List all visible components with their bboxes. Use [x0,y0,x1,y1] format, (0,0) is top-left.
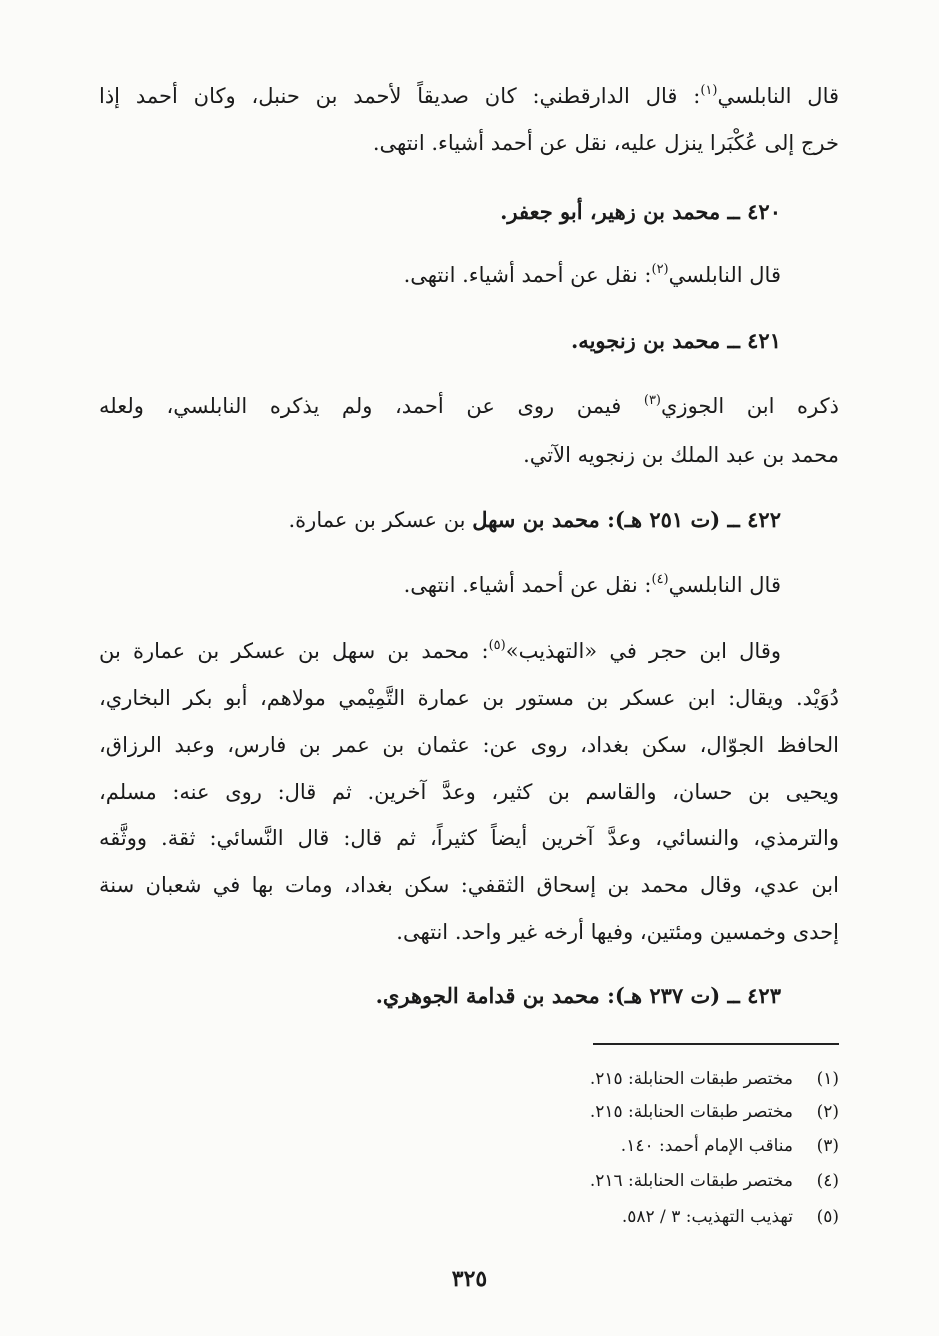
footnote-1 [339,1066,839,1092]
entry-heading-420: ٤٢٠ ــ محمد بن زهير، أبو جعفر. [500,199,781,224]
footnote-ref[interactable]: (٢) [651,262,669,277]
text-line: خرج إلى عُكْبَرا ينزل عليه، نقل عن أحمد أشياء. انتهى. [372,131,839,155]
footnote-text: تهذيب التهذيب: ٣ / ٥٨٢. [621,1207,793,1227]
text-span: : نقل عن أحمد أشياء. انتهى. [403,573,652,597]
entry-name: محمد بن سهل [472,507,600,532]
text-span: قال النابلسي [668,573,781,597]
entry-number: ٤٢٢ ــ (ت ٢٥١ هـ): [599,507,781,532]
text-span: وقال ابن حجر في «التهذيب» [505,639,781,663]
footnote-ref[interactable]: (١) [700,83,718,98]
entry-heading-421: ٤٢١ ــ محمد بن زنجويه. [571,328,781,353]
footnote-ref[interactable]: (٤) [651,572,669,587]
footnote-number: (٣) [816,1136,839,1156]
entry-name-rest: بن عسكر بن عمارة. [288,508,473,532]
footnote-text: مناقب الإمام أحمد: ١٤٠. [620,1136,793,1156]
footnote-ref[interactable]: (٥) [488,638,506,653]
text-span: قال النابلسي [717,84,839,108]
text-line: إحدى وخمسين ومئتين، وفيها أرخه غير واحد. انتهى. [396,920,839,944]
text-line [99,81,839,111]
text-line [99,391,839,421]
text-line [99,636,781,666]
text-span: : محمد بن سهل بن عسكر بن عمارة بن [99,639,489,663]
page-number: ٣٢٥ [451,1266,488,1292]
entry-heading-423 [99,981,781,1011]
text-line [99,570,781,600]
footnote-number: (١) [816,1069,839,1089]
entry-name: محمد بن قدامة الجوهري. [375,983,600,1008]
footnote-text: مختصر طبقات الحنابلة: ٢١٦. [589,1171,793,1191]
footnote-divider [593,1043,839,1045]
text-line: الحافظ الجوّال، سكن بغداد، روى عن: عثمان بن عمر بن فارس، وعبد الرزاق، [99,733,839,757]
text-span: ذكره ابن الجوزي [661,394,839,418]
footnote-4 [339,1168,839,1194]
text-line: والترمذي، والنسائي، وعدَّ آخرين أيضاً كثيراً، ثم قال: قال النَّسائي: ثقة. ووثَّقه [99,826,839,850]
text-span: : نقل عن أحمد أشياء. انتهى. [403,263,652,287]
text-span: قال النابلسي [668,263,781,287]
text-line: محمد بن عبد الملك بن زنجويه الآتي. [523,443,839,467]
text-span: فيمن روى عن أحمد، ولم يذكره النابلسي، ولعله [99,394,644,418]
entry-heading-422 [99,505,781,535]
footnote-number: (٢) [816,1102,839,1122]
text-line [99,260,781,290]
entry-number: ٤٢٣ ــ (ت ٢٣٧ هـ): [599,983,781,1008]
footnote-3 [339,1133,839,1159]
text-span: : قال الدارقطني: كان صديقاً لأحمد بن حنبل، وكان أحمد إذا [99,84,701,108]
text-line: ابن عدي، وقال محمد بن إسحاق الثقفي: سكن بغداد، ومات بها في شعبان سنة [99,873,839,897]
footnote-2 [339,1099,839,1125]
footnote-ref[interactable]: (٣) [643,393,661,408]
footnote-text: مختصر طبقات الحنابلة: ٢١٥. [589,1102,793,1122]
footnote-5 [339,1204,839,1230]
footnote-number: (٥) [816,1207,839,1227]
text-line: ويحيى بن حسان، والقاسم بن كثير، وعدَّ آخرين. ثم قال: روى عنه: مسلم، [99,780,839,804]
text-line: دُوَيْد. ويقال: ابن عسكر بن مستور بن عمارة التَّمِيْمي مولاهم، أبو بكر البخاري، [99,686,839,710]
footnote-text: مختصر طبقات الحنابلة: ٢١٥. [589,1069,793,1089]
footnote-number: (٤) [816,1171,839,1191]
